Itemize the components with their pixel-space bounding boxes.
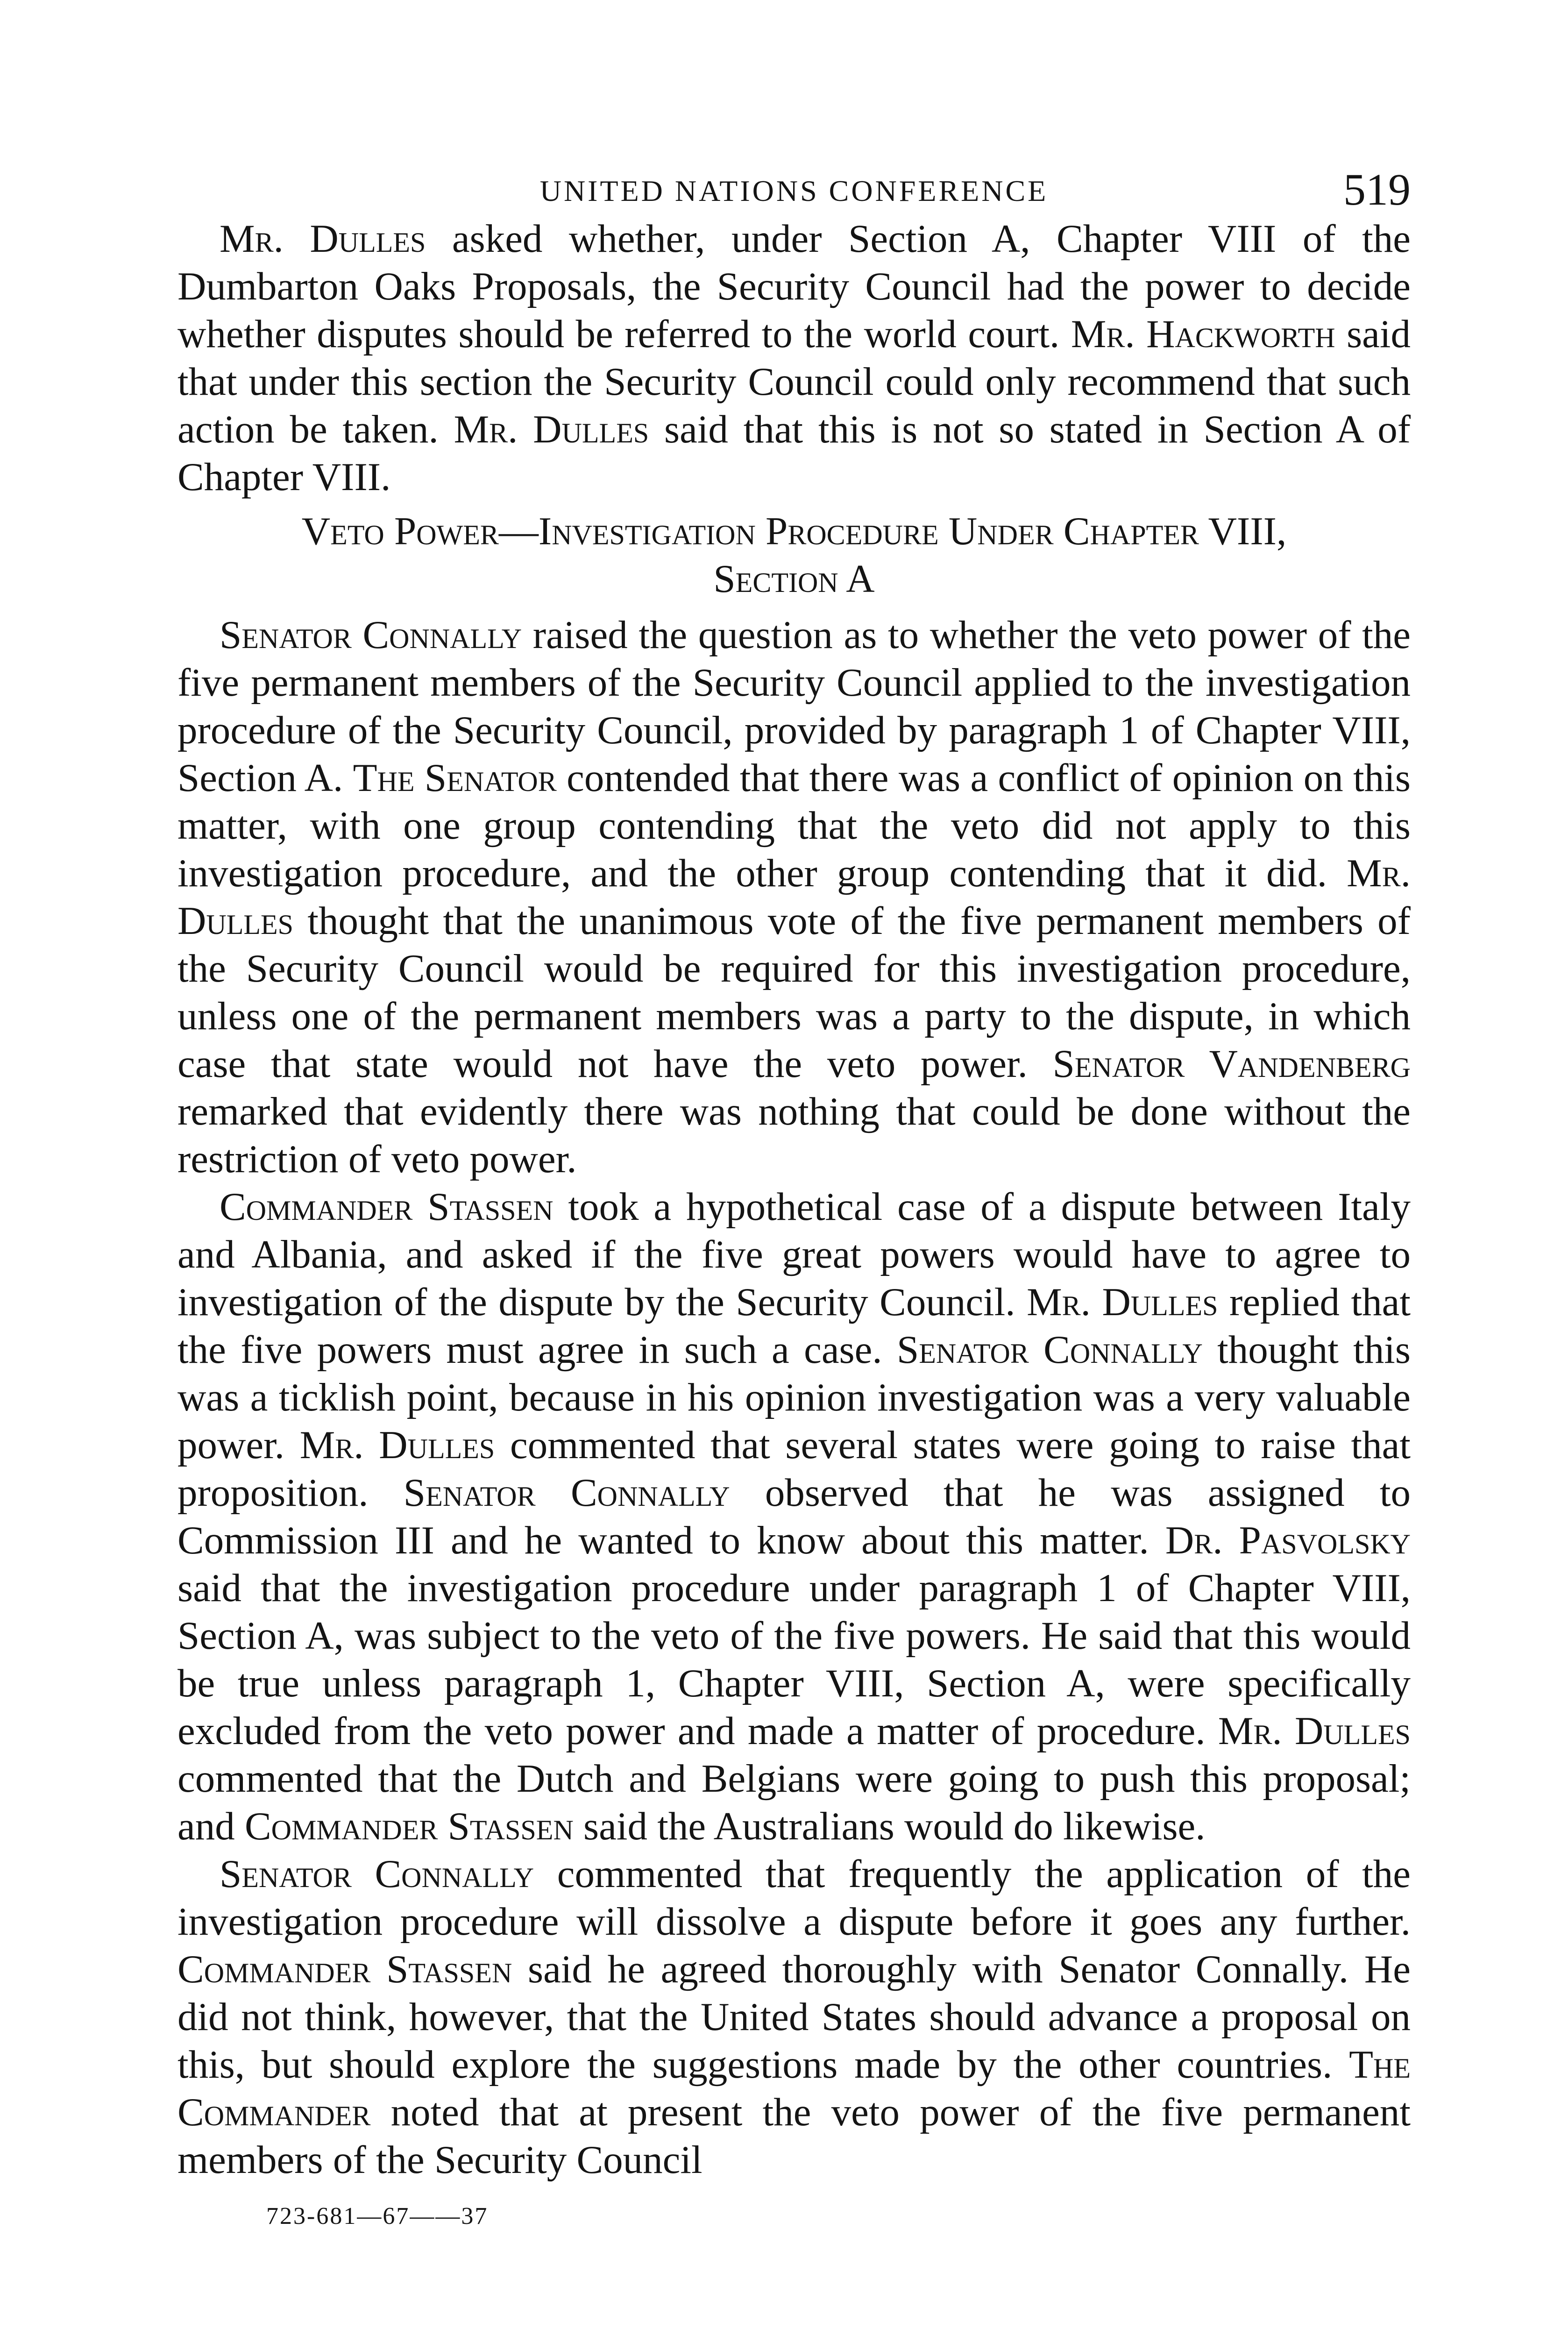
paragraph-text: replied that the five powers must agree in such a case. [177, 1280, 1411, 1372]
speaker-name: Senator Connally [220, 613, 522, 657]
paragraph-text: said that under this section the Security Council could only recommend that such action be taken. [177, 312, 1411, 451]
speaker-name: The Commander [177, 2043, 1411, 2134]
speaker-name: Senator Connally [220, 1852, 534, 1896]
speaker-name: Senator Vandenberg [1052, 1042, 1411, 1086]
speaker-name: Commander Stassen [177, 1947, 512, 1991]
section-heading-line-2: Section A [713, 557, 875, 601]
speaker-name: Commander Stassen [220, 1185, 553, 1229]
page-number: 519 [1343, 164, 1411, 214]
paragraph-4 [177, 1850, 1411, 2184]
paragraph-text: remarked that evidently there was nothing that could be done without the restriction of veto power. [177, 1090, 1411, 1181]
speaker-name: Mr. Hackworth [1071, 312, 1335, 356]
speaker-name: Senator Connally [403, 1471, 730, 1515]
section-heading [177, 507, 1411, 603]
speaker-name: Mr. Dulles [220, 217, 426, 261]
speaker-name: Mr. Dulles [299, 1423, 495, 1467]
paragraph-text: commented that the Dutch and Belgians were going to push this proposal; and [177, 1757, 1411, 1848]
speaker-name: The Senator [353, 756, 557, 800]
speaker-name: Mr. Dulles [1027, 1280, 1218, 1324]
paragraph-3 [177, 1183, 1411, 1850]
paragraph-text: thought that the unanimous vote of the five permanent members of the Security Council would be required for this investigation procedure, unless one of the permanent members was a party to the dispute, in which case that state would not have the veto power. [177, 899, 1411, 1086]
speaker-name: Commander Stassen [244, 1804, 574, 1848]
running-title: UNITED NATIONS CONFERENCE [539, 174, 1049, 207]
speaker-name: Mr. Dulles [177, 851, 1411, 943]
paragraph-2 [177, 611, 1411, 1183]
speaker-name: Mr. Dulles [1218, 1709, 1411, 1753]
paragraph-text: thought this was a ticklish point, because in his opinion investigation was a very valuable power. [177, 1328, 1411, 1467]
running-header [177, 164, 1411, 215]
speaker-name: Dr. Pasvolsky [1165, 1518, 1411, 1562]
section-heading-line-1: Veto Power—Investigation Procedure Under Chapter VIII, [301, 509, 1287, 553]
printer-code: 723-681—67——37 [266, 2203, 489, 2229]
paragraph-text: commented that frequently the application of the investigation procedure will dissolve a dispute before it goes any further. [177, 1852, 1411, 1944]
document-page [177, 164, 1411, 2230]
paragraph-text: contended that there was a conflict of opinion on this matter, with one group contending that the veto did not apply to this investigation procedure, and the other group contending that it did. [177, 756, 1411, 895]
paragraph-text: asked whether, under Section A, Chapter VIII of the Dumbarton Oaks Proposals, the Security Council had the power to decide whether disputes should be referred to the world court. [177, 217, 1411, 356]
paragraph-text: raised the question as to whether the veto power of the five permanent members of the Security Council applied to the investigation procedure of the Security Council, provided by paragraph 1 of Chapter VIII, Section A. [177, 613, 1411, 800]
paragraph-text: said that this is not so stated in Section A of Chapter VIII. [177, 407, 1411, 499]
paragraph-text: said the Australians would do likewise. [573, 1804, 1206, 1848]
paragraph-text: said that the investigation procedure under paragraph 1 of Chapter VIII, Section A, was subject to the veto of the five powers. He said that this would be true unless paragraph 1, Chapter VIII, Section A, were specifically excluded from the veto power and made a matter of procedure. [177, 1566, 1411, 1753]
paragraph-text: said he agreed thoroughly with Senator Connally. He did not think, however, that the United States should advance a proposal on this, but should explore the suggestions made by the other countries. [177, 1947, 1411, 2087]
paragraph-1 [177, 215, 1411, 501]
speaker-name: Senator Connally [896, 1328, 1203, 1372]
paragraph-text: noted that at present the veto power of the five permanent members of the Security Council [177, 2090, 1411, 2182]
speaker-name: Mr. Dulles [454, 407, 649, 451]
paragraph-text: observed that he was assigned to Commission III and he wanted to know about this matter. [177, 1471, 1411, 1562]
paragraph-text: commented that several states were going to raise that proposition. [177, 1423, 1411, 1515]
paragraph-text: took a hypothetical case of a dispute between Italy and Albania, and asked if the five great powers would have to agree to investigation of the dispute by the Security Council. [177, 1185, 1411, 1324]
